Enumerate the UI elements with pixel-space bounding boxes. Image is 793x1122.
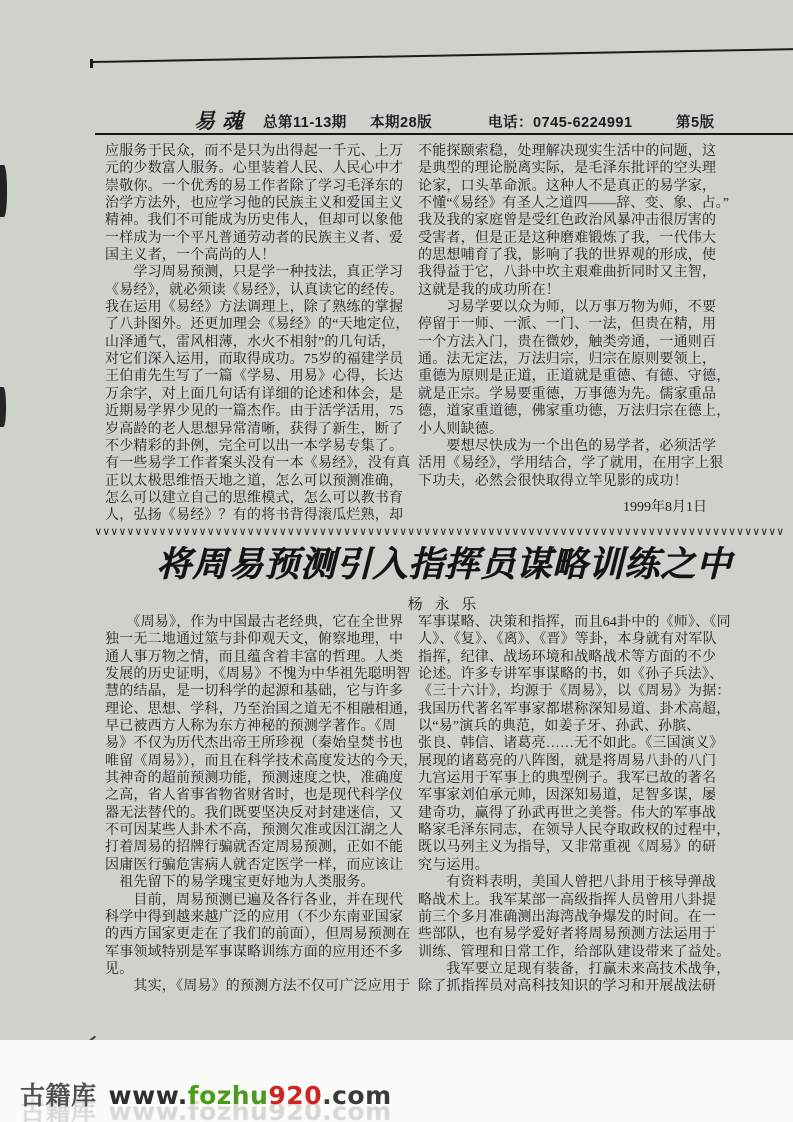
watermark-tld: .com bbox=[322, 1081, 392, 1110]
text-line: 的西方国家更走在了我们的前面），但周易预测在 bbox=[105, 927, 411, 943]
article2-left-column bbox=[105, 614, 419, 996]
text-line: 理论、思想、学科，乃至治国之道无不相融相通， bbox=[105, 701, 418, 717]
text-line: 军事领域特别是军事谋略训练方面的应用还不多 bbox=[105, 944, 404, 960]
text-line: 精神。我们不可能成为历史伟人，但却可以象他 bbox=[105, 213, 404, 229]
text-line: 早已被西方人称为东方神秘的预测学著作。《周 bbox=[105, 719, 397, 735]
text-line: 王伯甫先生写了一篇《学易、用易》心得，长达 bbox=[105, 369, 404, 385]
watermark-library-label: 古籍库 bbox=[20, 1081, 97, 1110]
header-phone-number: 电话：0745-6224991 bbox=[488, 115, 633, 131]
text-line: 是典型的理论脱离实际，是毛泽东批评的空头理 bbox=[418, 161, 717, 177]
article2-title: 将周易预测引入指挥员谋略训练之中 bbox=[155, 545, 732, 584]
text-line: 因庸医行骗危害病人就否定医学一样，而应该让 bbox=[105, 857, 404, 873]
text-line: 的思想哺育了我，影响了我的世界观的形成，使 bbox=[418, 248, 717, 264]
text-line: 《三十六计》，均源于《周易》，以《周易》为据： bbox=[418, 684, 731, 700]
article2-right-column bbox=[418, 614, 793, 996]
article1-date: 1999年8月1日 bbox=[623, 499, 707, 515]
text-line: 既以马列主义为指导，又非常重视《周易》的研 bbox=[418, 840, 717, 856]
text-line: 人，弘扬《易经》？有的将书背得滚瓜烂熟，却 bbox=[105, 508, 404, 524]
text-line: 见。 bbox=[105, 961, 134, 977]
text-line: 展现的诸葛亮的八阵图，就是将周易八卦的八门 bbox=[418, 753, 717, 769]
text-line: 不少精彩的卦例，完全可以出一本学易专集了。 bbox=[105, 438, 404, 454]
text-line: 下功夫，必然会很快取得立竿见影的成功！ bbox=[418, 473, 688, 489]
text-line: 受害者，但是正是这种磨难锻炼了我，一代伟大 bbox=[418, 230, 717, 246]
text-line: 学习周易预测，只是学一种技法，真正学习 bbox=[105, 265, 404, 281]
text-line: 习易学要以众为师，以万事万物为师，不要 bbox=[418, 300, 717, 316]
text-line: 岁高龄的老人思想异常清晰，获得了新生，断了 bbox=[105, 421, 404, 437]
text-line: 不懂“《易经》有圣人之道四——辞、变、象、占。” bbox=[418, 196, 730, 212]
text-line: 小人则缺德。 bbox=[418, 421, 504, 437]
text-line: 停留于一师、一派、一门、一法，但贵在精，用 bbox=[418, 317, 717, 333]
text-line: 元的少数富人服务。心里装着人民、人民心中才 bbox=[105, 161, 404, 177]
article1-right-column bbox=[418, 143, 793, 516]
text-line: 我得益于它，八卦中坎主艰难曲折同时又主智， bbox=[418, 265, 717, 281]
text-line: 近期易学界少见的一篇杰作。由于活学活用，75 bbox=[105, 404, 404, 420]
text-line: 要想尽快成为一个出色的易学者，必须活学 bbox=[418, 438, 717, 454]
section-divider-zigzag: ∨∨∨∨∨∨∨∨∨∨∨∨∨∨∨∨∨∨∨∨∨∨∨∨∨∨∨∨∨∨∨∨∨∨∨∨∨∨∨∨∨∨∨∨∨∨∨∨∨∨∨∨∨∨∨∨∨∨∨∨∨∨∨∨∨∨∨∨∨∨∨∨∨∨∨∨∨∨∨∨∨∨∨∨∨∨ bbox=[95, 525, 785, 538]
text-line: 训练、管理和日常工作，给部队建设带来了益处。 bbox=[418, 944, 731, 960]
text-line: 其神奇的超前预测功能，预测速度之快，准确度 bbox=[105, 771, 404, 787]
text-line: 我在运用《易经》方法调理上，除了熟练的掌握 bbox=[105, 300, 404, 316]
header-rule bbox=[95, 133, 793, 135]
text-line: 军事谋略、决策和指挥，而且64卦中的《师》、《同 bbox=[418, 615, 731, 630]
text-line: 指挥，纪律、战场环境和战略战术等方面的不少 bbox=[418, 649, 717, 665]
article2-author: 杨 永 乐 bbox=[407, 597, 481, 613]
text-line: 《周易》，作为中国最古老经典，它在全世界 bbox=[105, 615, 404, 630]
text-line: 万余字，对上面几句话有详细的论述和体会，是 bbox=[105, 386, 404, 402]
text-line: 我国历代著名军事家都堪称深知易道、卦术高超， bbox=[418, 701, 731, 717]
text-line: 军事家刘伯承元帅，因深知易道，足智多谋，屡 bbox=[418, 788, 717, 804]
site-watermark bbox=[20, 1076, 392, 1112]
text-line: 究与运用。 bbox=[418, 857, 489, 873]
text-line: 唯留《周易》），而且在科学技术高度发达的今天， bbox=[105, 753, 418, 769]
scan-artifact-tick bbox=[90, 59, 93, 68]
text-line: 我及我的家庭曾是受红色政治风暴冲击很厉害的 bbox=[418, 213, 717, 229]
text-line: 除了抓指挥员对高科技知识的学习和开展战法研 bbox=[418, 979, 717, 995]
text-line: 以“易”演兵的典范，如姜子牙、孙武、孙膑、 bbox=[418, 719, 701, 735]
text-line: 科学中得到越来越广泛的应用（不少东南亚国家 bbox=[105, 909, 404, 925]
text-line: 活用《易经》，学用结合，学了就用，在用字上狠 bbox=[418, 456, 724, 472]
header-page-number: 第5版 bbox=[676, 115, 715, 131]
text-line: 张良、韩信、诸葛亮……无不如此。《三国演义》 bbox=[418, 736, 724, 752]
article1-right-lines bbox=[418, 143, 793, 490]
text-line: 略家毛泽东同志，在领导人民夺取政权的过程中， bbox=[418, 823, 731, 839]
watermark-www: www. bbox=[108, 1081, 188, 1110]
text-line: 就是正宗。学易要重德，万事德为先。儒家重品 bbox=[418, 386, 717, 402]
text-line: 通。法无定法，万法归宗，归宗在原则要领上， bbox=[418, 352, 717, 368]
text-line: 人》、《复》、《离》、《晋》等卦，本身就有对军队 bbox=[418, 632, 717, 648]
bottom-white-strip bbox=[0, 1040, 793, 1122]
text-line: 有资料表明，美国人曾把八卦用于核导弹战 bbox=[418, 875, 717, 891]
text-line: 之高，省人省事省物省财省时，也是现代科学仪 bbox=[105, 788, 404, 804]
text-line: 独一无二地通过筮与卦仰观天文，俯察地理，中 bbox=[105, 632, 404, 648]
text-line: 前三个多月准确测出海湾战争爆发的时间。在一 bbox=[418, 909, 717, 925]
text-line: 应服务于民众，而不是只为出得起一千元、上万 bbox=[105, 144, 404, 159]
text-line: 《易经》，就必须读《易经》，认真读它的经传。 bbox=[105, 282, 404, 298]
text-line: 些部队，也有易学爱好者将周易预测方法运用于 bbox=[418, 927, 717, 943]
text-line: 国主义者，一个高尚的人！ bbox=[105, 248, 276, 264]
text-line: 慧的结晶，是一切科学的起源和基础，它与许多 bbox=[105, 684, 404, 700]
text-line: 这就是我的成功所在！ bbox=[418, 282, 560, 298]
text-line: 通人事万物之情，而且蕴含着丰富的哲理。人类 bbox=[105, 649, 404, 665]
text-line: 论家，口头革命派。这种人不是真正的易学家， bbox=[418, 178, 717, 194]
header-edition-count: 本期28版 bbox=[370, 115, 433, 131]
watermark-domain-red: 920 bbox=[268, 1081, 323, 1110]
scan-artifact-left-blob-2 bbox=[0, 387, 6, 427]
text-line: 不可因某些人卦术不高，预测欠准或因江湖之人 bbox=[105, 823, 404, 839]
text-line: 祖先留下的易学瑰宝更好地为人类服务。 bbox=[105, 875, 375, 891]
text-line: 其实，《周易》的预测方法不仅可广泛应用于 bbox=[105, 979, 411, 995]
text-line: 一样成为一个平凡普通劳动者的民族主义者、爱 bbox=[105, 230, 404, 246]
text-line: 怎么可以建立自己的思维模式，怎么可以教书育 bbox=[105, 490, 404, 506]
scan-artifact-left-blob-1 bbox=[0, 165, 7, 217]
text-line: 发展的历史证明，《周易》不愧为中华祖先聪明智 bbox=[105, 667, 411, 683]
text-line: 不能探颐索稳，处理解决现实生活中的问题，这 bbox=[418, 144, 717, 159]
text-line: 器无法替代的。我们既要坚决反对封建迷信，又 bbox=[105, 805, 404, 821]
text-line: 正以太极思维悟天地之道，怎么可以预测准确， bbox=[105, 473, 404, 489]
text-line: 治学方法外，也应学习他的民族主义和爱国主义 bbox=[105, 196, 404, 212]
scan-artifact-diagonal-line bbox=[92, 48, 793, 63]
text-line: 有一些易学工作者案头没有一本《易经》，没有真 bbox=[105, 456, 411, 472]
text-line: 对它们深入运用，而取得成功。75岁的福建学员 bbox=[105, 352, 404, 368]
text-line: 了八卦图外。还更加理会《易经》的“天地定位， bbox=[105, 317, 410, 333]
header-issue-number: 总第11-13期 bbox=[263, 115, 347, 131]
text-line: 九宫运用于军事上的典型例子。我军已故的著名 bbox=[418, 771, 717, 787]
text-line: 论述。许多专讲军事谋略的书，如《孙子兵法》、 bbox=[418, 667, 724, 683]
article1-left-column bbox=[105, 143, 419, 525]
text-line: 重德为原则是正道，正道就是重德、有德、守德， bbox=[418, 369, 731, 385]
text-line: 一个方法入门，贵在微妙，触类旁通，一通则百 bbox=[418, 334, 717, 350]
text-line: 目前，周易预测已遍及各行各业，并在现代 bbox=[105, 892, 404, 908]
text-line: 山泽通气，雷风相薄，水火不相射”的几句话， bbox=[105, 334, 396, 350]
text-line: 德，道家重道德，佛家重功德，万法归宗在德上， bbox=[418, 404, 731, 420]
text-line: 我军要立足现有装备，打赢未来高技术战争， bbox=[418, 961, 731, 977]
text-line: 打着周易的招牌行骗就否定周易预测，正如不能 bbox=[105, 840, 404, 856]
newspaper-masthead: 易魂 bbox=[194, 109, 250, 133]
watermark-domain-green: fozhu bbox=[187, 1081, 269, 1110]
text-line: 建奇功，赢得了孙武再世之美誉。伟大的军事战 bbox=[418, 805, 717, 821]
text-line: 易》不仅为历代杰出帝王所珍视（秦始皇焚书也 bbox=[105, 736, 404, 752]
text-line: 崇敬你。一个优秀的易工作者除了学习毛泽东的 bbox=[105, 178, 404, 194]
text-line: 略战术上。我军某部一高级指挥人员曾用八卦提 bbox=[418, 892, 717, 908]
